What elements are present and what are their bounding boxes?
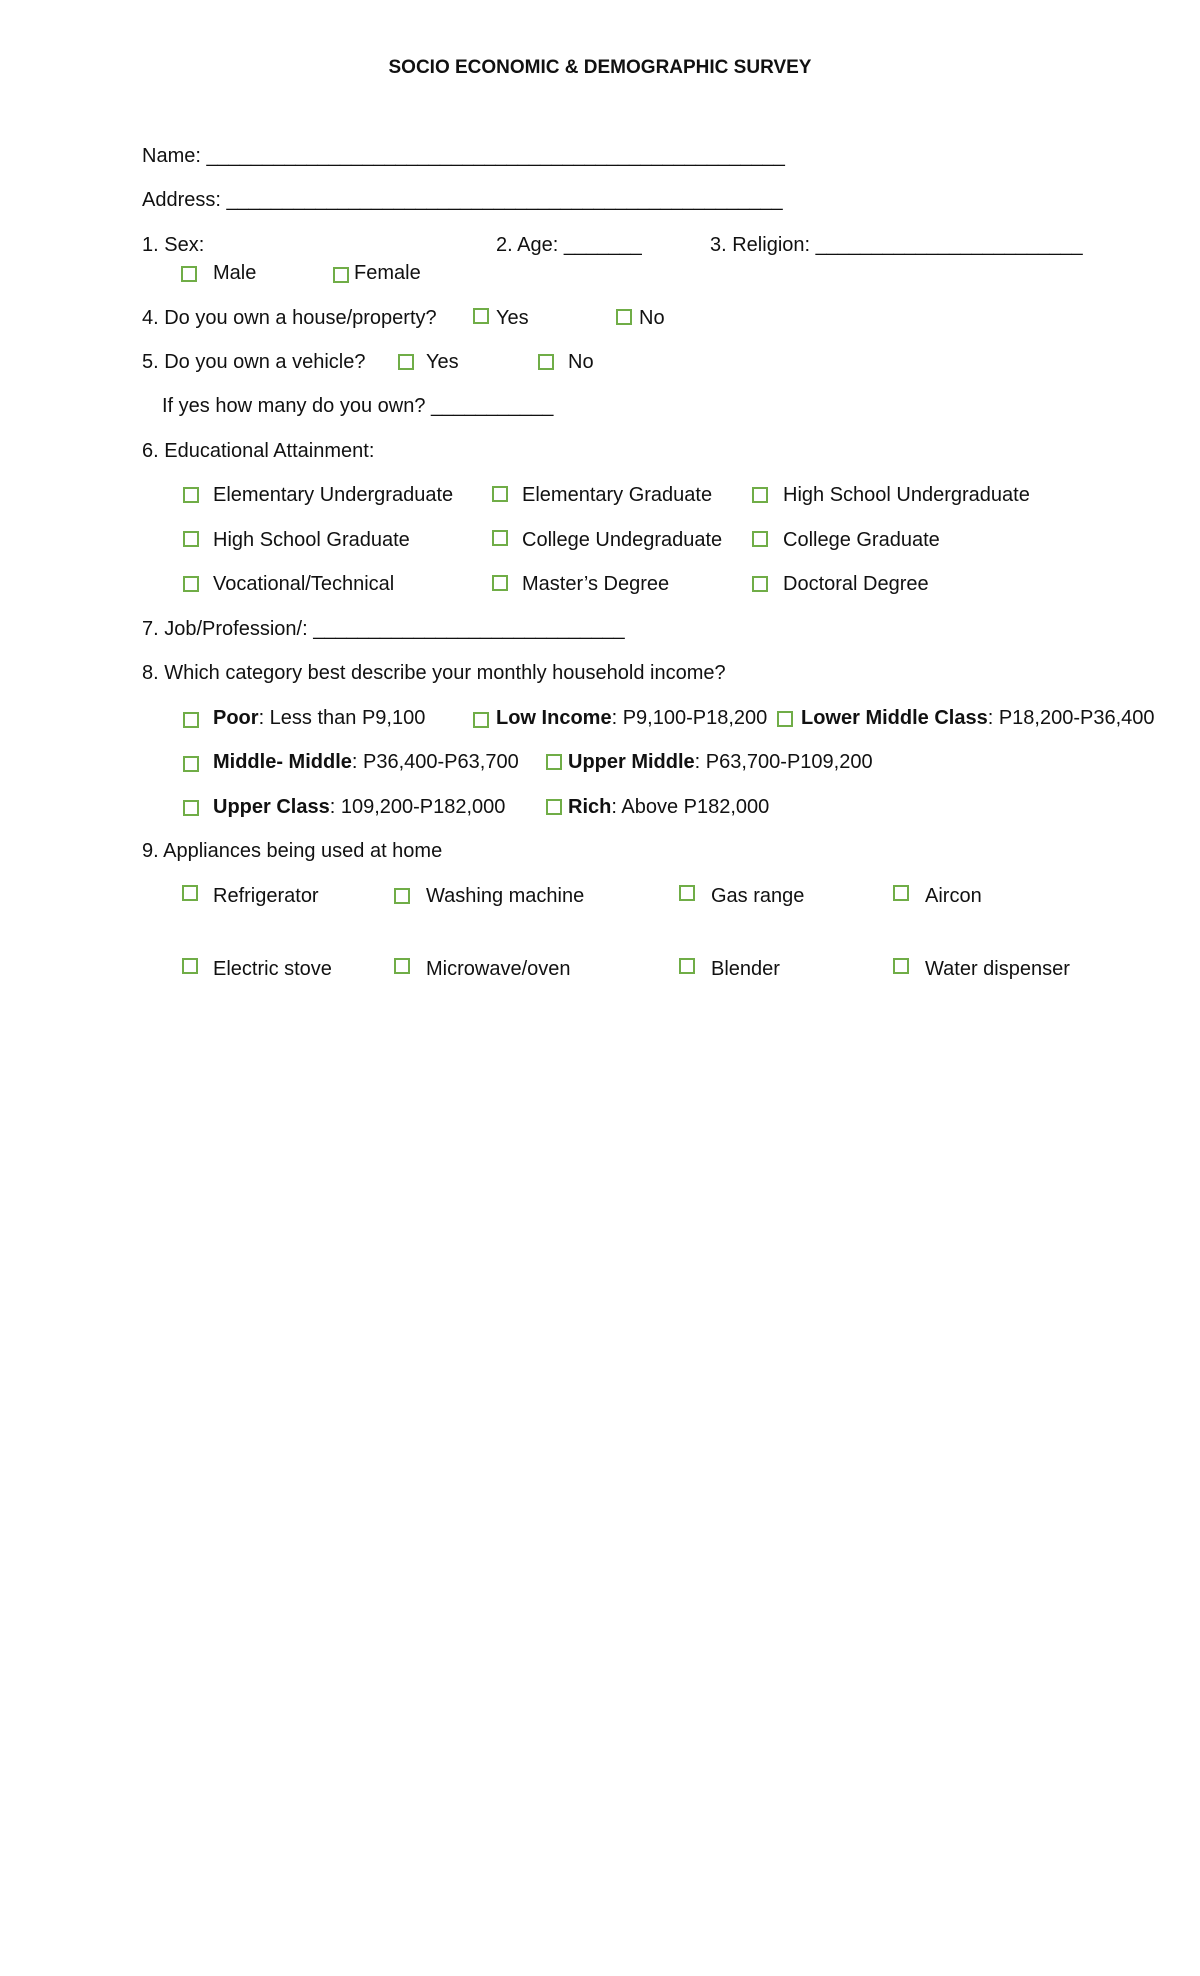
income-option-label bbox=[496, 706, 767, 730]
appliances-question: 9. Appliances being used at home bbox=[142, 840, 443, 862]
house-question: 4. Do you own a house/property? bbox=[142, 307, 437, 329]
vehicle-yes-label: Yes bbox=[426, 351, 459, 373]
appliance-option-label: Aircon bbox=[925, 885, 982, 907]
house-no-checkbox[interactable] bbox=[616, 309, 632, 325]
appliance-option-checkbox[interactable] bbox=[182, 958, 198, 974]
job-field[interactable]: ____________________________ bbox=[313, 618, 625, 640]
education-option-label: High School Graduate bbox=[213, 529, 410, 551]
appliance-option-label: Electric stove bbox=[213, 958, 332, 980]
education-option-checkbox[interactable] bbox=[752, 487, 768, 503]
religion-row bbox=[710, 233, 1083, 257]
vehicle-count-field[interactable]: ___________ bbox=[431, 395, 554, 417]
sex-male-label: Male bbox=[213, 262, 257, 284]
income-option-checkbox[interactable] bbox=[473, 712, 489, 728]
appliance-option-checkbox[interactable] bbox=[182, 885, 198, 901]
house-yes-label: Yes bbox=[496, 307, 529, 329]
education-option-label: Master’s Degree bbox=[522, 573, 670, 595]
income-name: Lower Middle Class bbox=[801, 707, 988, 729]
income-name: Upper Class bbox=[213, 796, 330, 818]
education-option-checkbox[interactable] bbox=[492, 575, 508, 591]
education-option-checkbox[interactable] bbox=[752, 576, 768, 592]
income-name: Rich bbox=[568, 796, 612, 818]
education-option-checkbox[interactable] bbox=[183, 487, 199, 503]
appliance-option-label: Washing machine bbox=[426, 885, 585, 907]
appliance-option-label: Gas range bbox=[711, 885, 805, 907]
religion-label: 3. Religion: bbox=[710, 234, 811, 256]
house-yes-checkbox[interactable] bbox=[473, 308, 489, 324]
job-row bbox=[142, 617, 625, 641]
education-option-label: Doctoral Degree bbox=[783, 573, 929, 595]
appliance-option-checkbox[interactable] bbox=[679, 958, 695, 974]
job-label: 7. Job/Profession/: bbox=[142, 618, 308, 640]
appliance-option-label: Water dispenser bbox=[925, 958, 1070, 980]
income-range: : P36,400-P63,700 bbox=[351, 751, 519, 773]
education-option-label: College Graduate bbox=[783, 529, 940, 551]
income-range: : 109,200-P182,000 bbox=[329, 796, 506, 818]
income-range: : Above P182,000 bbox=[611, 796, 770, 818]
appliance-option-label: Microwave/oven bbox=[426, 958, 571, 980]
address-row bbox=[142, 188, 783, 212]
vehicle-yes-checkbox[interactable] bbox=[398, 354, 414, 370]
education-option-label: High School Undergraduate bbox=[783, 484, 1030, 506]
income-option-label bbox=[213, 750, 519, 774]
vehicle-followup bbox=[162, 394, 553, 418]
age-field[interactable]: _______ bbox=[563, 234, 642, 256]
income-option-checkbox[interactable] bbox=[546, 799, 562, 815]
education-option-label: Vocational/Technical bbox=[213, 573, 395, 595]
income-question: 8. Which category best describe your monthly household income? bbox=[142, 662, 726, 684]
education-option-label: Elementary Undergraduate bbox=[213, 484, 454, 506]
address-label: Address: bbox=[142, 189, 221, 211]
income-name: Upper Middle bbox=[568, 751, 695, 773]
education-option-checkbox[interactable] bbox=[492, 486, 508, 502]
religion-field[interactable]: ________________________ bbox=[815, 234, 1083, 256]
income-option-label bbox=[213, 795, 505, 819]
education-option-label: Elementary Graduate bbox=[522, 484, 713, 506]
income-name: Middle- Middle bbox=[213, 751, 352, 773]
income-name: Low Income bbox=[496, 707, 612, 729]
education-question: 6. Educational Attainment: bbox=[142, 440, 375, 462]
appliance-option-checkbox[interactable] bbox=[893, 958, 909, 974]
age-label: 2. Age: bbox=[496, 234, 559, 256]
sex-female-checkbox[interactable] bbox=[333, 267, 349, 283]
income-option-checkbox[interactable] bbox=[183, 756, 199, 772]
income-option-checkbox[interactable] bbox=[183, 800, 199, 816]
address-field[interactable]: __________________________________________________ bbox=[226, 189, 783, 211]
income-range: : Less than P9,100 bbox=[258, 707, 426, 729]
appliance-option-label: Refrigerator bbox=[213, 885, 319, 907]
sex-male-checkbox[interactable] bbox=[181, 266, 197, 282]
appliance-option-checkbox[interactable] bbox=[394, 958, 410, 974]
name-field[interactable]: ____________________________________________________ bbox=[206, 145, 785, 167]
age-row bbox=[496, 233, 642, 257]
appliance-option-checkbox[interactable] bbox=[679, 885, 695, 901]
education-option-checkbox[interactable] bbox=[183, 576, 199, 592]
vehicle-no-label: No bbox=[568, 351, 594, 373]
income-range: : P18,200-P36,400 bbox=[987, 707, 1155, 729]
appliance-option-checkbox[interactable] bbox=[394, 888, 410, 904]
education-option-checkbox[interactable] bbox=[752, 531, 768, 547]
education-option-checkbox[interactable] bbox=[492, 530, 508, 546]
survey-title: SOCIO ECONOMIC & DEMOGRAPHIC SURVEY bbox=[388, 57, 812, 78]
income-range: : P63,700-P109,200 bbox=[694, 751, 873, 773]
income-option-label bbox=[801, 706, 1155, 730]
education-option-checkbox[interactable] bbox=[183, 531, 199, 547]
income-option-label bbox=[568, 750, 873, 774]
income-option-checkbox[interactable] bbox=[777, 711, 793, 727]
income-option-checkbox[interactable] bbox=[546, 754, 562, 770]
sex-label: 1. Sex: bbox=[142, 234, 205, 256]
vehicle-question: 5. Do you own a vehicle? bbox=[142, 351, 366, 373]
income-option-checkbox[interactable] bbox=[183, 712, 199, 728]
income-range: : P9,100-P18,200 bbox=[611, 707, 768, 729]
name-label: Name: bbox=[142, 145, 201, 167]
vehicle-count-label: If yes how many do you own? bbox=[162, 395, 426, 417]
vehicle-no-checkbox[interactable] bbox=[538, 354, 554, 370]
income-name: Poor bbox=[213, 707, 259, 729]
sex-female-label: Female bbox=[354, 262, 421, 284]
appliance-option-label: Blender bbox=[711, 958, 780, 980]
appliance-option-checkbox[interactable] bbox=[893, 885, 909, 901]
education-option-label: College Undegraduate bbox=[522, 529, 723, 551]
name-row bbox=[142, 144, 785, 168]
house-no-label: No bbox=[639, 307, 665, 329]
income-option-label bbox=[568, 795, 769, 819]
income-option-label bbox=[213, 706, 425, 730]
